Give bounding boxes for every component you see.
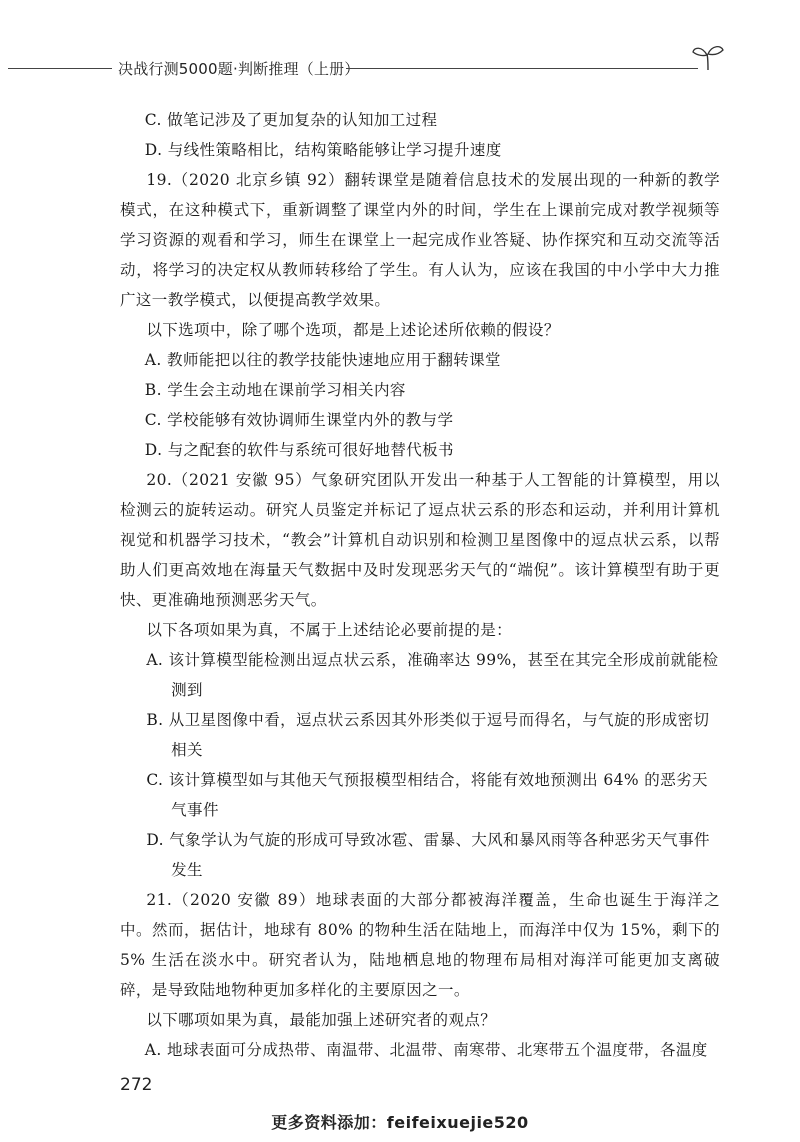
header-title: 决战行测5000题·判断推理（上册） [118, 60, 360, 78]
q18-option-d: D. 与线性策略相比，结构策略能够让学习提升速度 [144, 141, 502, 159]
q19-option-b: B. 学生会主动地在课前学习相关内容 [144, 381, 406, 399]
q21-question: 以下哪项如果为真，最能加强上述研究者的观点？ [146, 1011, 497, 1029]
q21-stem: 21.（2020 安徽 89）地球表面的大部分都被海洋覆盖，生命也诞生于海洋之中。然而，据估计，地球有 80% 的物种生活在陆地上，而海洋中仅为 15%，剩下的 5% 生活在淡水中。研究者认为，陆地栖息地的物理布局相对海洋可能更加支离破碎，是导致陆地物种更加多样化的主要原因之一。 [120, 891, 720, 999]
q19-option-c: C. 学校能够有效协调师生课堂内外的教与学 [144, 411, 454, 429]
footer-note: 更多资料添加：feifeixuejie520 [271, 1113, 529, 1132]
q19-option-a: A. 教师能把以往的教学技能快速地应用于翻转课堂 [144, 351, 501, 369]
q20-option-d: D. 气象学认为气旋的形成可导致冰雹、雷暴、大风和暴风雨等各种恶劣天气事件发生 [146, 831, 710, 879]
q20-option-a: A. 该计算模型能检测出逗点状云系，准确率达 99%，甚至在其完全形成前就能检测到 [146, 651, 719, 699]
q20-stem: 20.（2021 安徽 95）气象研究团队开发出一种基于人工智能的计算模型，用以检测云的旋转运动。研究人员鉴定并标记了逗点状云系的形态和运动，并利用计算机视觉和机器学习技术，“教会”计算机自动识别和检测卫星图像中的逗点状云系，以帮助人们更高效地在海量天气数据中及时发现恶劣天气的“端倪”。该计算模型有助于更快、更准确地预测恶劣天气。 [120, 471, 720, 609]
page-content [120, 105, 720, 1065]
q21-option-a: A. 地球表面可分成热带、南温带、北温带、南寒带、北寒带五个温度带，各温度 [144, 1041, 708, 1059]
q19-stem: 19.（2020 北京乡镇 92）翻转课堂是随着信息技术的发展出现的一种新的教学模式，在这种模式下，重新调整了课堂内外的时间，学生在上课前完成对教学视频等学习资源的观看和学习，师生在课堂上一起完成作业答疑、协作探究和互动交流等活动，将学习的决定权从教师转移给了学生。有人认为，应该在我国的中小学中大力推广这一教学模式，以便提高教学效果。 [120, 171, 720, 309]
q20-option-c: C. 该计算模型如与其他天气预报模型相结合，将能有效地预测出 64% 的恶劣天气事件 [146, 771, 708, 819]
q20-question: 以下各项如果为真，不属于上述结论必要前提的是： [146, 621, 513, 639]
q19-option-d: D. 与之配套的软件与系统可很好地替代板书 [144, 441, 454, 459]
sprout-icon [690, 42, 726, 72]
header-rule-left [8, 68, 112, 69]
header-rule-right [346, 68, 698, 69]
page-number: 272 [120, 1075, 153, 1095]
q19-question: 以下选项中，除了哪个选项，都是上述论述所依赖的假设？ [146, 321, 560, 339]
q18-option-c: C. 做笔记涉及了更加复杂的认知加工过程 [144, 111, 438, 129]
q20-option-b: B. 从卫星图像中看，逗点状云系因其外形类似于逗号而得名，与气旋的形成密切相关 [146, 711, 710, 759]
running-header [0, 56, 800, 80]
